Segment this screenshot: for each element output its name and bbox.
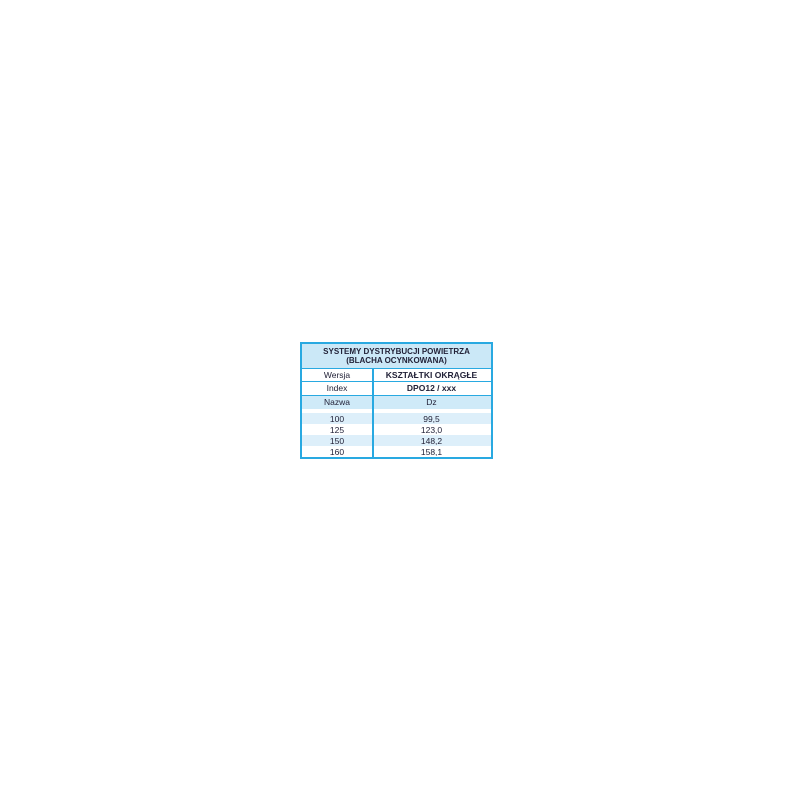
nazwa-cell: 125 — [329, 424, 345, 435]
dz-cell: 148,2 — [420, 435, 443, 446]
index-label: Index — [326, 383, 348, 394]
table-title-line2: (BLACHA OCYNKOWANA) — [346, 356, 447, 365]
nazwa-cell: 100 — [329, 413, 345, 424]
nazwa-cell: 160 — [329, 446, 345, 457]
table-header — [302, 344, 491, 369]
table-row — [302, 435, 491, 446]
row-nazwa-header — [302, 396, 491, 410]
dz-cell: 99,5 — [423, 413, 440, 424]
wersja-label: Wersja — [323, 370, 351, 380]
data-rows — [302, 413, 491, 457]
dz-column-header: Dz — [426, 397, 437, 408]
nazwa-column-header: Nazwa — [324, 397, 350, 408]
table-row — [302, 413, 491, 424]
row-index — [302, 382, 491, 396]
wersja-value: KSZTAŁTKI OKRĄGŁE — [385, 370, 478, 380]
table-row — [302, 446, 491, 457]
dz-cell: 123,0 — [420, 424, 443, 435]
table-title-line1: SYSTEMY DYSTRYBUCJI POWIETRZA — [323, 347, 470, 356]
dz-cell: 158,1 — [420, 446, 443, 457]
nazwa-cell: 150 — [329, 435, 345, 446]
product-spec-table — [300, 342, 493, 459]
index-value: DPO12 / xxx — [406, 383, 457, 394]
table-row — [302, 424, 491, 435]
row-wersja — [302, 369, 491, 382]
column-divider — [372, 368, 374, 457]
